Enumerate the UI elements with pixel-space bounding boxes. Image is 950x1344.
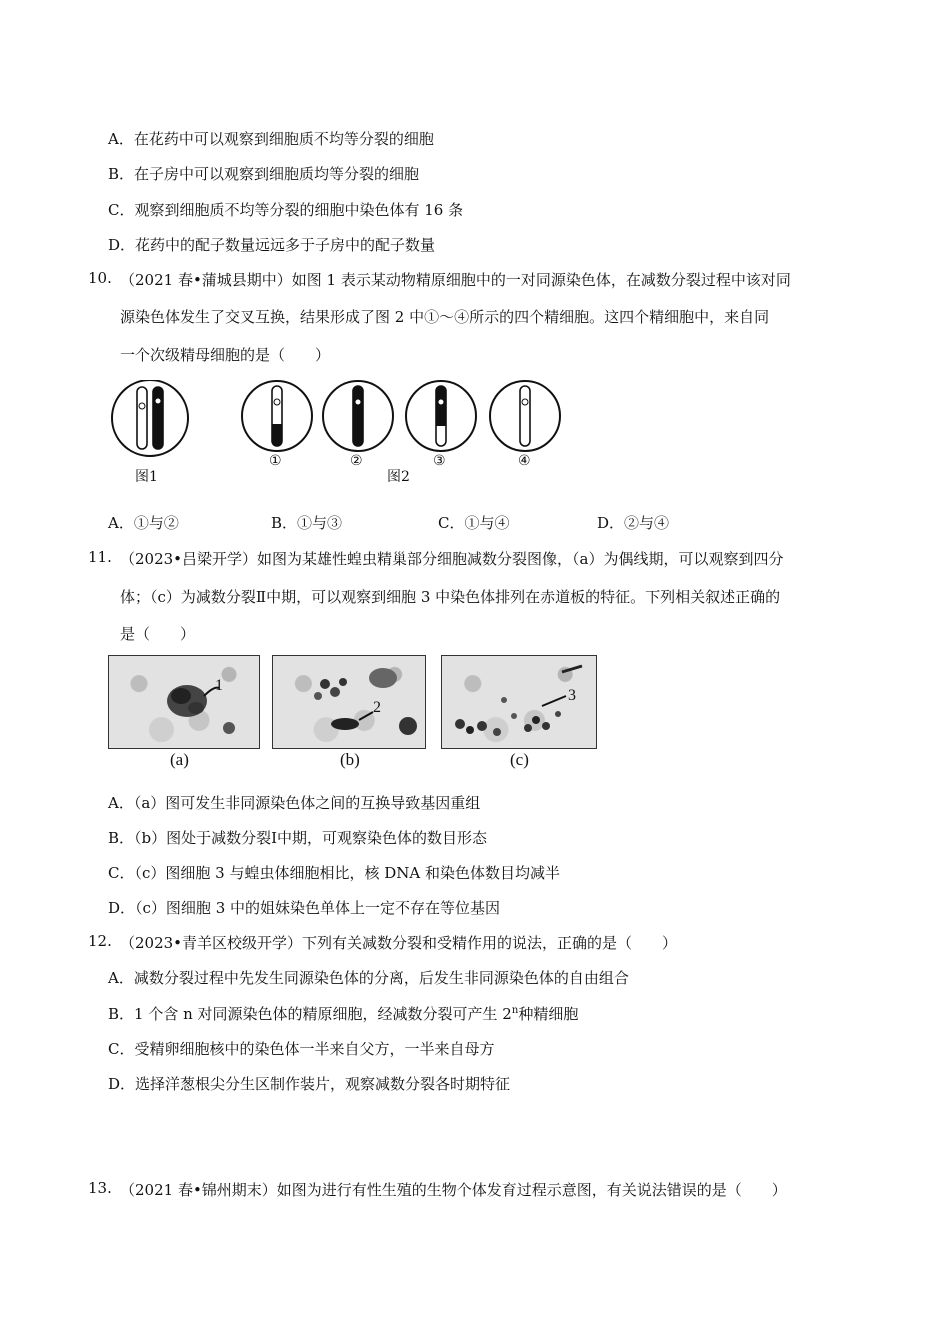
q10-option-a: A．①与② [108, 514, 179, 532]
q12-stem: （2023•青羊区校级开学）下列有关减数分裂和受精作用的说法，正确的是（ ） [120, 934, 678, 952]
figure2-cell-4-label: ④ [518, 453, 531, 469]
micrograph-b-mark: 2 [373, 699, 381, 716]
q12-option-c: C．受精卵细胞核中的染色体一半来自父方，一半来自母方 [108, 1040, 495, 1058]
q10-stem-line1: （2021 春•蒲城县期中）如图 1 表示某动物精原细胞中的一对同源染色体，在减数分裂过程中该对同 [120, 271, 791, 289]
figure2-cell-3-label: ③ [433, 453, 446, 469]
q12-number: 12. [88, 932, 112, 950]
q13-stem: （2021 春•锦州期末）如图为进行有性生殖的生物个体发育过程示意图，有关说法错误的是（ ） [120, 1181, 787, 1199]
figure2-cell-2-label: ② [350, 453, 363, 469]
q11-option-d: D．（c）图细胞 3 中的姐妹染色单体上一定不存在等位基因 [108, 899, 501, 917]
figure2-cell-1 [241, 380, 315, 454]
q10-stem-line3: 一个次级精母细胞的是（ ） [120, 346, 331, 364]
q11-stem-line3: 是（ ） [120, 625, 196, 643]
q9-option-b: B．在子房中可以观察到细胞质均等分裂的细胞 [108, 165, 420, 183]
q10-option-d: D．②与④ [597, 514, 670, 532]
figure2-cell-2 [322, 380, 396, 454]
q11-option-a: A．（a）图可发生非同源染色体之间的互换导致基因重组 [108, 794, 481, 812]
q12-option-b-superscript: n [511, 1005, 519, 1016]
micrograph-b-label: (b) [340, 750, 360, 769]
micrograph-c-label: (c) [510, 750, 529, 769]
q12-option-b-tail: 种精细胞 [518, 1005, 579, 1023]
figure1-label: 图1 [135, 469, 158, 485]
micrograph-a [108, 655, 260, 749]
q10-stem-line2: 源染色体发生了交叉互换，结果形成了图 2 中①～④所示的四个精细胞。这四个精细胞中，来自同 [120, 308, 770, 326]
micrograph-c-mark: 3 [568, 687, 576, 704]
q9-option-c: C．观察到细胞质不均等分裂的细胞中染色体有 16 条 [108, 201, 464, 219]
q12-option-b [108, 1003, 578, 1024]
q11-option-b: B．（b）图处于减数分裂Ⅰ中期，可观察染色体的数目形态 [108, 829, 488, 847]
q9-option-d: D．花药中的配子数量远远多于子房中的配子数量 [108, 236, 436, 254]
q10-option-b: B．①与③ [271, 514, 343, 532]
q9-option-a: A．在花药中可以观察到细胞质不均等分裂的细胞 [108, 130, 434, 148]
q13-number: 13. [88, 1179, 112, 1197]
q12-option-b-text: B．1 个含 n 对同源染色体的精原细胞，经减数分裂可产生 2 [108, 1005, 512, 1023]
q11-number: 11. [88, 548, 112, 566]
q12-option-a: A．减数分裂过程中先发生同源染色体的分离，后发生非同源染色体的自由组合 [108, 969, 629, 987]
figure2-label: 图2 [387, 469, 410, 485]
q11-option-c: C．（c）图细胞 3 与蝗虫体细胞相比，核 DNA 和染色体数目均减半 [108, 864, 560, 882]
q12-option-d: D．选择洋葱根尖分生区制作装片，观察减数分裂各时期特征 [108, 1075, 511, 1093]
q10-option-c: C．①与④ [438, 514, 510, 532]
q11-stem-line1: （2023•吕梁开学）如图为某雄性蝗虫精巢部分细胞减数分裂图像，（a）为偶线期，可以观察到四分 [120, 550, 784, 568]
figure2-cell-4 [489, 380, 563, 454]
micrograph-a-mark: 1 [215, 677, 223, 694]
figure2-cell-3 [405, 380, 479, 454]
figure1-cell-diagram [108, 380, 194, 458]
micrograph-a-label: (a) [170, 750, 189, 769]
q10-number: 10. [88, 269, 112, 287]
micrograph-b [272, 655, 426, 749]
q11-stem-line2: 体；（c）为减数分裂Ⅱ中期，可以观察到细胞 3 中染色体排列在赤道板的特征。下列相关叙述正确的 [120, 588, 781, 606]
figure2-cell-1-label: ① [269, 453, 282, 469]
micrograph-c [441, 655, 597, 749]
